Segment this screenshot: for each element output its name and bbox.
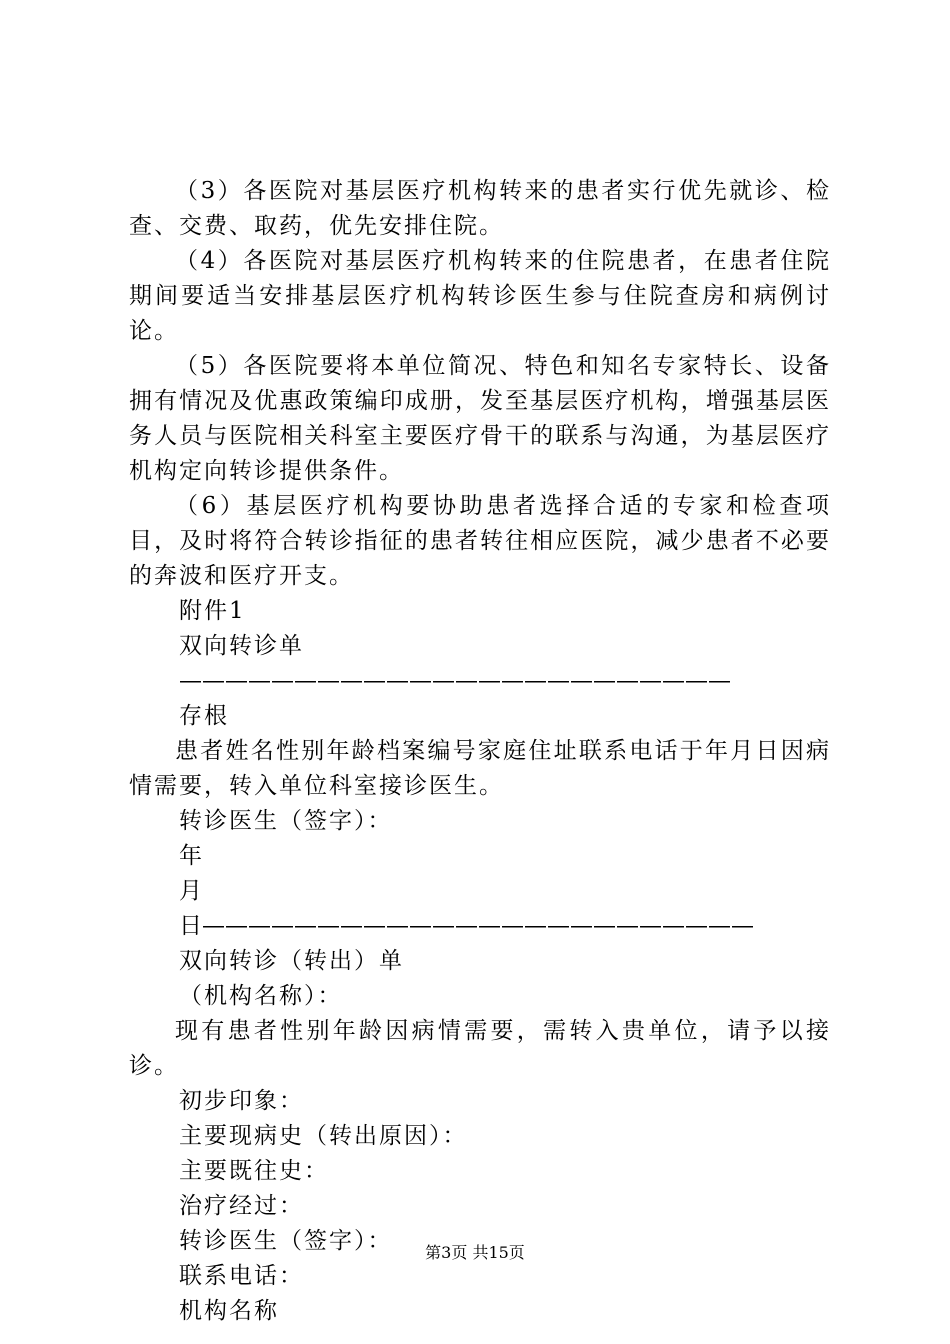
stub-doctor-signature: 转诊医生（签字）： <box>179 808 393 834</box>
document-body <box>129 174 831 1329</box>
field-treatment: 治疗经过： <box>179 1193 304 1219</box>
page-footer: 第3页 共15页 <box>425 1243 525 1262</box>
paragraph-5: （5）各医院要将本单位简况、特色和知名专家特长、设备拥有情况及优惠政策编印成册，发至基层医疗机构，增强基层医务人员与医院相关科室主要医疗骨干的联系与沟通，为基层医疗机构定向转诊提供条件。 <box>129 353 831 484</box>
month-label: 月 <box>179 878 204 904</box>
field-past-history: 主要既往史： <box>179 1158 329 1184</box>
referral-text: 现有患者性别年龄因病情需要，需转入贵单位，请予以接诊。 <box>129 1018 831 1079</box>
institution-name-field: （机构名称）： <box>179 983 343 1009</box>
day-separator: 日———————————————————————— <box>179 913 754 939</box>
attachment-label: 附件1 <box>179 598 246 624</box>
field-initial-impression: 初步印象： <box>179 1088 304 1114</box>
referral-out-title: 双向转诊（转出）单 <box>179 948 404 974</box>
year-label: 年 <box>179 843 204 869</box>
paragraph-3: （3）各医院对基层医疗机构转来的患者实行优先就诊、检查、交费、取药，优先安排住院。 <box>129 178 831 239</box>
field-doctor-signature: 转诊医生（签字）： <box>179 1228 393 1254</box>
stub-label: 存根 <box>179 703 229 729</box>
field-phone: 联系电话： <box>179 1263 304 1289</box>
field-present-history: 主要现病史（转出原因）： <box>179 1123 468 1149</box>
field-institution: 机构名称 <box>179 1298 279 1324</box>
paragraph-4: （4）各医院对基层医疗机构转来的住院患者，在患者住院期间要适当安排基层医疗机构转诊医生参与住院查房和病例讨论。 <box>129 248 831 344</box>
stub-text: 患者姓名性别年龄档案编号家庭住址联系电话于年月日因病情需要，转入单位科室接诊医生。 <box>129 738 831 799</box>
paragraph-6: （6）基层医疗机构要协助患者选择合适的专家和检查项目，及时将符合转诊指征的患者转往相应医院，减少患者不必要的奔波和医疗开支。 <box>129 493 831 589</box>
form-title: 双向转诊单 <box>179 633 304 659</box>
separator-line: ———————————————————————— <box>179 668 731 694</box>
